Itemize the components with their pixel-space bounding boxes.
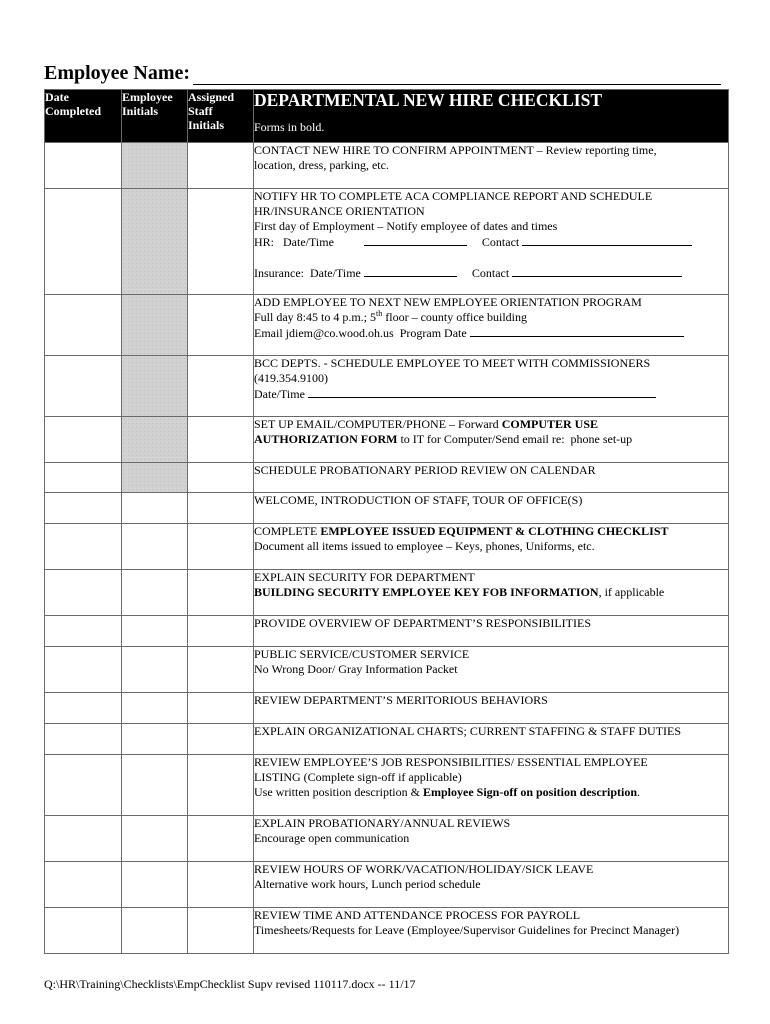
fill-in-blank[interactable] (364, 234, 467, 246)
checklist-row-hours (45, 862, 729, 908)
task-description (254, 189, 729, 295)
employee-initials-cell[interactable] (122, 724, 188, 755)
task-description (254, 143, 729, 189)
form-name: COMPUTER USE (501, 417, 599, 431)
employee-initials-cell[interactable] (122, 463, 188, 493)
task-line: ADD EMPLOYEE TO NEXT NEW EMPLOYEE ORIENTATION PROGRAM (254, 295, 642, 309)
task-line: Use written position description & Employee Sign-off on position description. (254, 785, 641, 799)
fill-in-blank[interactable] (364, 265, 457, 277)
checklist-row-probationary (45, 463, 729, 493)
task-line: HR/INSURANCE ORIENTATION (254, 204, 425, 218)
employee-initials-cell[interactable] (122, 616, 188, 647)
checklist-row-equipment (45, 524, 729, 570)
task-description (254, 616, 729, 647)
task-line: REVIEW HOURS OF WORK/VACATION/HOLIDAY/SICK LEAVE (254, 862, 594, 876)
fill-in-blank[interactable] (522, 234, 692, 246)
task-description (254, 493, 729, 524)
task-description (254, 908, 729, 954)
task-line: PROVIDE OVERVIEW OF DEPARTMENT’S RESPONSIBILITIES (254, 616, 592, 630)
task-description (254, 647, 729, 693)
task-line: No Wrong Door/ Gray Information Packet (254, 662, 458, 676)
date-completed-header: Date Completed (45, 90, 122, 143)
task-line: Full day 8:45 to 4 p.m.; 5th floor – county office building (254, 309, 527, 324)
staff-initials-header: Assigned Staff Initials (188, 90, 254, 143)
staff-initials-cell[interactable] (188, 493, 254, 524)
checklist-row-payroll (45, 908, 729, 954)
task-line: NOTIFY HR TO COMPLETE ACA COMPLIANCE REPORT AND SCHEDULE (254, 189, 653, 203)
form-name: Employee Sign-off on position description (422, 785, 638, 799)
employee-initials-cell[interactable] (122, 493, 188, 524)
staff-initials-cell[interactable] (188, 862, 254, 908)
employee-initials-cell[interactable] (122, 524, 188, 570)
task-line: COMPLETE EMPLOYEE ISSUED EQUIPMENT & CLOTHING CHECKLIST (254, 524, 669, 538)
employee-name-label: Employee Name: (44, 62, 191, 84)
staff-initials-cell[interactable] (188, 908, 254, 954)
checklist-row-contact (45, 143, 729, 189)
date-completed-cell[interactable] (45, 356, 122, 417)
task-line: Alternative work hours, Lunch period schedule (254, 877, 481, 891)
task-line: BCC DEPTS. - SCHEDULE EMPLOYEE TO MEET WITH COMMISSIONERS (254, 356, 651, 370)
checklist-subtitle: Forms in bold. (254, 120, 325, 134)
task-line: REVIEW DEPARTMENT’S MERITORIOUS BEHAVIORS (254, 693, 548, 707)
staff-initials-cell[interactable] (188, 693, 254, 724)
employee-initials-cell[interactable] (122, 862, 188, 908)
task-line: Document all items issued to employee – Keys, phones, Uniforms, etc. (254, 539, 595, 553)
checklist-row-security (45, 570, 729, 616)
employee-initials-cell[interactable] (122, 693, 188, 724)
task-line: First day of Employment – Notify employee of dates and times (254, 219, 558, 233)
task-line: BUILDING SECURITY EMPLOYEE KEY FOB INFORMATION, if applicable (254, 585, 665, 599)
task-line: AUTHORIZATION FORM to IT for Computer/Send email re: phone set-up (254, 432, 633, 446)
employee-initials-cell[interactable] (122, 816, 188, 862)
date-completed-cell[interactable] (45, 143, 122, 189)
task-line: LISTING (Complete sign-off if applicable) (254, 770, 462, 784)
staff-initials-cell[interactable] (188, 616, 254, 647)
task-description (254, 570, 729, 616)
checklist-row-org-charts (45, 724, 729, 755)
task-line: Insurance: Date/Time Contact (254, 265, 728, 281)
employee-name-field[interactable] (44, 62, 734, 85)
date-completed-cell[interactable] (45, 295, 122, 356)
staff-initials-cell[interactable] (188, 356, 254, 417)
checklist-row-public-service (45, 647, 729, 693)
date-completed-cell[interactable] (45, 463, 122, 493)
checklist-row-welcome (45, 493, 729, 524)
form-name: AUTHORIZATION FORM (254, 432, 398, 446)
task-description (254, 463, 729, 493)
staff-initials-cell[interactable] (188, 417, 254, 463)
task-description (254, 417, 729, 463)
task-line: PUBLIC SERVICE/CUSTOMER SERVICE (254, 647, 470, 661)
checklist-row-responsibilities (45, 616, 729, 647)
task-description (254, 524, 729, 570)
form-name: EMPLOYEE ISSUED EQUIPMENT & CLOTHING CHECKLIST (320, 524, 669, 538)
checklist-row-aca (45, 189, 729, 295)
employee-initials-cell[interactable] (122, 189, 188, 295)
staff-initials-cell[interactable] (188, 647, 254, 693)
task-line: CONTACT NEW HIRE TO CONFIRM APPOINTMENT – Review reporting time, (254, 143, 657, 157)
employee-initials-cell[interactable] (122, 647, 188, 693)
staff-initials-cell[interactable] (188, 724, 254, 755)
checklist-row-email (45, 417, 729, 463)
checklist-row-bcc (45, 356, 729, 417)
employee-initials-cell[interactable] (122, 356, 188, 417)
date-completed-cell[interactable] (45, 493, 122, 524)
task-description (254, 356, 729, 417)
date-completed-cell[interactable] (45, 570, 122, 616)
new-hire-checklist-table (44, 89, 729, 954)
employee-initials-cell[interactable] (122, 908, 188, 954)
employee-initials-cell[interactable] (122, 417, 188, 463)
staff-initials-cell[interactable] (188, 524, 254, 570)
employee-initials-cell[interactable] (122, 143, 188, 189)
footer-file-path: Q:\HR\Training\Checklists\EmpChecklist Supv revised 110117.docx -- 11/17 (44, 977, 416, 991)
checklist-title: DEPARTMENTAL NEW HIRE CHECKLIST (254, 90, 602, 110)
task-line: WELCOME, INTRODUCTION OF STAFF, TOUR OF OFFICE(S) (254, 493, 583, 507)
staff-initials-cell[interactable] (188, 463, 254, 493)
date-completed-cell[interactable] (45, 755, 122, 816)
task-description (254, 816, 729, 862)
employee-initials-cell[interactable] (122, 295, 188, 356)
task-description (254, 755, 729, 816)
task-line: EXPLAIN PROBATIONARY/ANNUAL REVIEWS (254, 816, 511, 830)
task-line: EXPLAIN SECURITY FOR DEPARTMENT (254, 570, 475, 584)
employee-initials-header: Employee Initials (122, 90, 188, 143)
employee-initials-cell[interactable] (122, 755, 188, 816)
employee-initials-cell[interactable] (122, 570, 188, 616)
task-line: SCHEDULE PROBATIONARY PERIOD REVIEW ON CALENDAR (254, 463, 596, 477)
date-completed-cell[interactable] (45, 862, 122, 908)
staff-initials-cell[interactable] (188, 189, 254, 295)
fill-in-blank[interactable] (470, 325, 684, 337)
task-line: SET UP EMAIL/COMPUTER/PHONE – Forward COMPUTER USE (254, 417, 599, 431)
form-name: BUILDING SECURITY EMPLOYEE KEY FOB INFORMATION (254, 585, 599, 599)
checklist-title-header (254, 90, 729, 143)
date-completed-cell[interactable] (45, 417, 122, 463)
checklist-row-meritorious (45, 693, 729, 724)
date-completed-cell[interactable] (45, 816, 122, 862)
task-line: HR: Date/Time Contact (254, 234, 728, 250)
task-line: (419.354.9100) (254, 371, 328, 385)
checklist-row-reviews (45, 816, 729, 862)
fill-in-blank[interactable] (308, 386, 656, 398)
task-description (254, 295, 729, 356)
staff-initials-cell[interactable] (188, 816, 254, 862)
checklist-row-orientation (45, 295, 729, 356)
task-line: Date/Time (254, 386, 728, 402)
task-line: EXPLAIN ORGANIZATIONAL CHARTS; CURRENT STAFFING & STAFF DUTIES (254, 724, 682, 738)
header-row (45, 90, 729, 143)
staff-initials-cell[interactable] (188, 295, 254, 356)
date-completed-cell[interactable] (45, 647, 122, 693)
staff-initials-cell[interactable] (188, 143, 254, 189)
staff-initials-cell[interactable] (188, 755, 254, 816)
date-completed-cell[interactable] (45, 908, 122, 954)
task-line: Email jdiem@co.wood.oh.us Program Date (254, 325, 728, 341)
task-line: location, dress, parking, etc. (254, 158, 389, 172)
task-description (254, 724, 729, 755)
checklist-row-job-responsibilities (45, 755, 729, 816)
task-line: REVIEW EMPLOYEE’S JOB RESPONSIBILITIES/ ESSENTIAL EMPLOYEE (254, 755, 648, 769)
date-completed-cell[interactable] (45, 724, 122, 755)
date-completed-cell[interactable] (45, 693, 122, 724)
task-description (254, 693, 729, 724)
fill-in-blank[interactable] (512, 265, 682, 277)
date-completed-cell[interactable] (45, 524, 122, 570)
date-completed-cell[interactable] (45, 616, 122, 647)
task-line: Timesheets/Requests for Leave (Employee/Supervisor Guidelines for Precinct Manager) (254, 923, 680, 937)
task-line: Encourage open communication (254, 831, 410, 845)
staff-initials-cell[interactable] (188, 570, 254, 616)
task-description (254, 862, 729, 908)
date-completed-cell[interactable] (45, 189, 122, 295)
task-line: REVIEW TIME AND ATTENDANCE PROCESS FOR PAYROLL (254, 908, 581, 922)
employee-name-line[interactable] (193, 68, 721, 85)
